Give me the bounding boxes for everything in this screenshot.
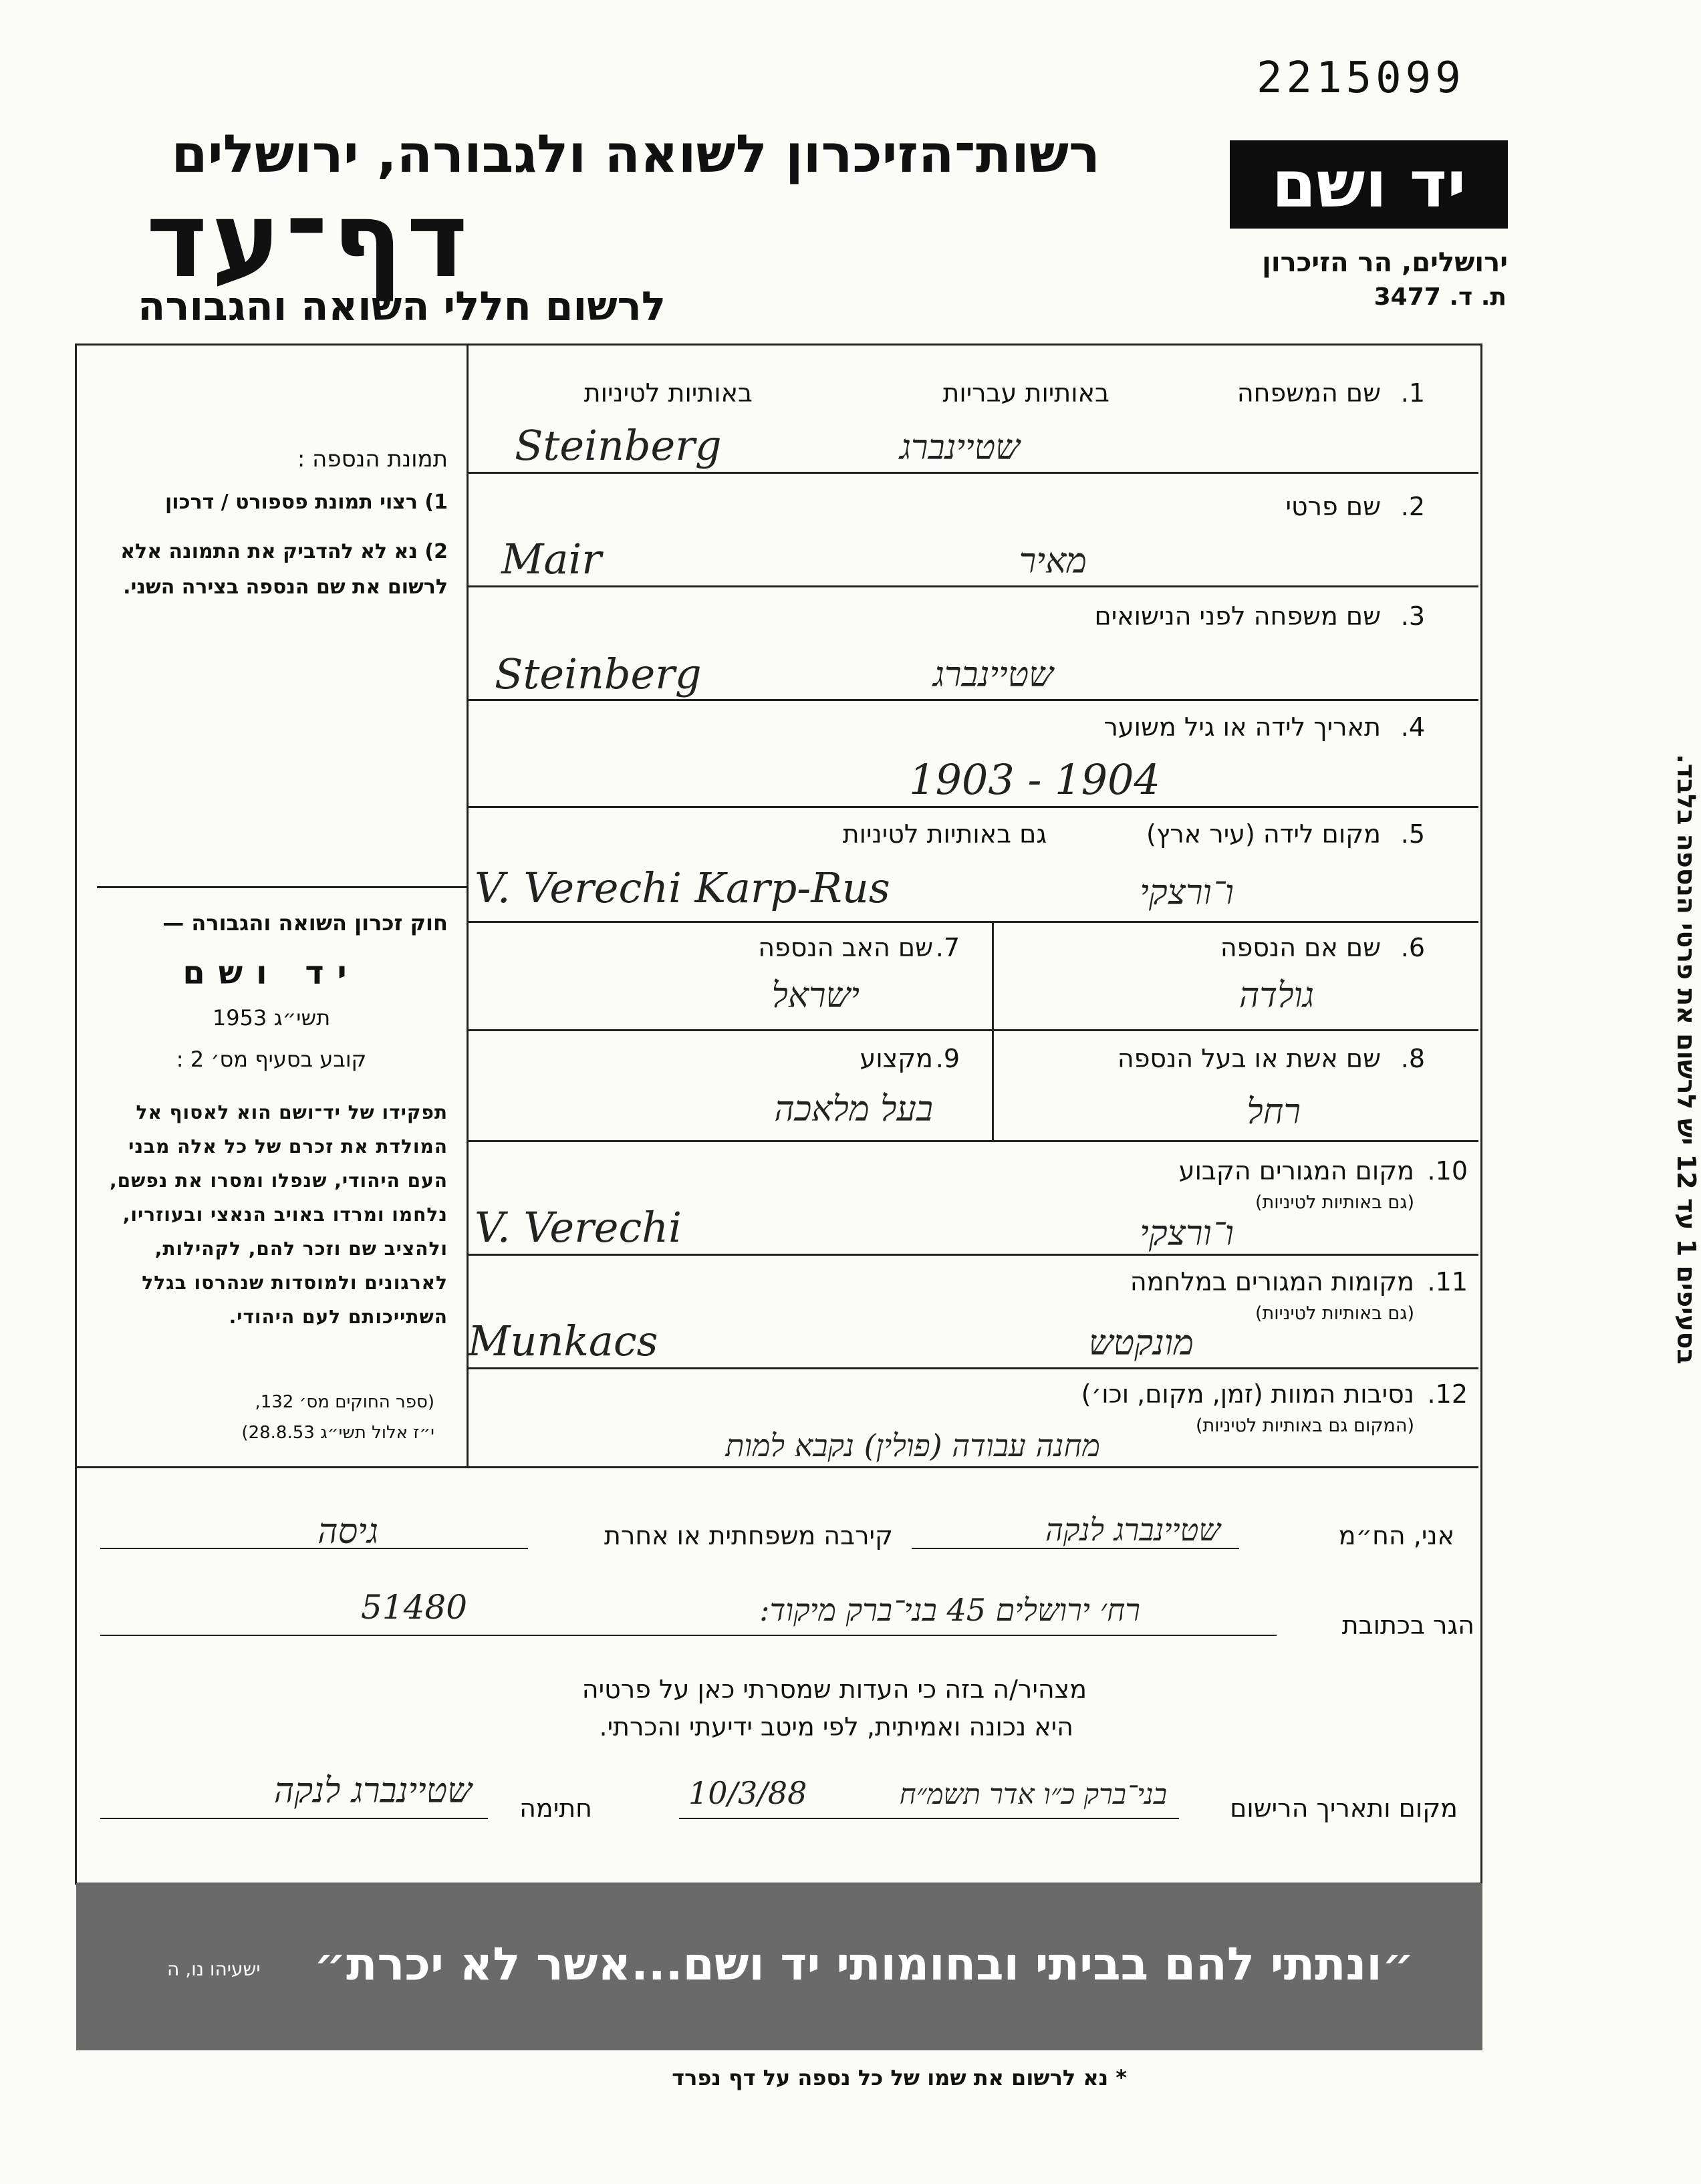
address-zip: 51480 [361,1588,468,1627]
field-5-hebrew: ו־ורצקי [1140,873,1234,913]
row-separator [467,472,1478,474]
row-separator [75,1466,1478,1468]
photo-note-1: 1) רצוי תמונת פספורט / דרכון [164,491,448,514]
field-5-number: 5. [1400,819,1425,849]
field-11-number: 11. [1427,1267,1468,1296]
field-7-value: ישראל [771,976,860,1016]
vertical-note: בסעיפים 1 עד 12 יש לרשום את פרטי הנספה בלבד. [1672,754,1701,1365]
field-8-label: שם אשת או בעל הנספה [1117,1044,1381,1073]
field-6-label: שם אם הנספה [1220,933,1381,962]
law-year-heb: תשי״ג [273,1005,331,1031]
declaration-line-1: מצהיר/ה בזה כי העדות שמסרתי כאן על פרטיה [581,1675,1087,1704]
field-12-sublabel: (המקום גם באותיות לטיניות) [1195,1415,1414,1436]
field-3-hebrew: שטיינברג [932,655,1053,695]
logo-location: ירושלים, הר הזיכרון [1262,247,1508,278]
field-10-hebrew: ו־ורצקי [1140,1214,1234,1254]
registration-date: 10/3/88 [688,1775,807,1811]
field-4-value: 1903 - 1904 [909,755,1160,804]
field-1-number: 1. [1400,378,1425,408]
field-2-number: 2. [1400,492,1425,521]
row-separator [467,1254,1478,1256]
field-1-col-hebrew: באותיות עבריות [942,378,1109,408]
signature-label: חתימה [519,1794,592,1823]
field-1-col-latin: באותיות לטיניות [583,378,753,408]
field-9-label: מקצוע [860,1044,933,1073]
declarant-i-label: אני, הח״מ [1338,1521,1454,1550]
field-8-value: רחל [1247,1092,1301,1132]
field-10-latin: V. Verechi [475,1203,682,1252]
law-clause: קובע בסעיף מס׳ 2 : [176,1047,367,1072]
law-date: י״ז אלול תשי״ג 28.8.53) [241,1423,434,1443]
field-3-label: שם משפחה לפני הנישואים [1094,601,1381,631]
relation-label: קירבה משפחתית או אחרת [604,1521,893,1550]
law-title: חוק זכרון השואה והגבורה — [162,910,448,936]
row-separator [467,1367,1478,1369]
photo-title: תמונת הנספה : [297,446,448,472]
field-3-number: 3. [1400,601,1425,631]
row-separator [467,806,1478,808]
banner-source: ישעיהו נו, ה [167,1958,261,1980]
field-8-number: 8. [1400,1044,1425,1073]
relation-line [100,1548,528,1549]
page-title: דף־עד [146,179,472,301]
field-2-latin: Mair [501,535,602,583]
serial-number: 2215099 [1257,53,1465,103]
place-date-label: מקום ותאריך הרישום [1230,1794,1458,1823]
law-text: תפקידו של יד־ושם הוא לאסוף אל המולדת את זכרם של כל אלה מבני העם היהודי, שנפלו ומסרו את נפשם, נלחמו ומרדו באויב הנאצי ובעוזריו, ולהציב שם וזכר להם, לקהילות, לארגונים ולמוסדות שנהרסו בגלל השתייכותם לעם היהודי. [109,1101,448,1328]
field-9-number: 9. [935,1044,960,1073]
field-5-label: מקום לידה (עיר ארץ) [1146,819,1381,849]
field-2-label: שם פרטי [1285,492,1381,521]
split-divider [992,921,994,1029]
field-2-hebrew: מאיר [1019,541,1087,581]
field-1-hebrew: שטיינברג [899,428,1020,468]
address-value: רח׳ ירושלים 45 בני־ברק מיקוד: [759,1592,1140,1628]
row-separator [467,1029,1478,1031]
banner-quote: ״ונתתי להם בביתי ובחומותי יד ושם...אשר לא יכרת״ [313,1938,1414,1991]
field-4-number: 4. [1400,712,1425,742]
field-6-value: גולדה [1238,976,1314,1016]
field-7-label: שם האב הנספה [758,933,933,962]
law-source: (ספר החוקים מס׳ 132, [255,1392,434,1412]
signature-value: שטיינברג לנקה [273,1771,472,1811]
side-separator [97,886,467,888]
photo-note-2: 2) נא לא להדביק את התמונה אלא לרשום את שם הנספה בצירה השני. [120,540,448,599]
row-separator [467,699,1478,701]
address-label: הגר בכתובת [1341,1611,1474,1640]
row-separator [467,585,1478,587]
field-4-label: תאריך לידה או גיל משוער [1103,712,1381,742]
field-1-latin: Steinberg [515,421,722,470]
declaration-line-2: היא נכונה ואמיתית, לפי מיטב ידיעתי והכרתי. [599,1712,1073,1742]
yad-vashem-logo: יד ושם [1230,140,1508,229]
address-line [100,1635,1277,1636]
field-11-latin: Munkacs [468,1317,658,1365]
field-12-number: 12. [1427,1379,1468,1409]
organization-title: רשות־הזיכרון לשואה ולגבורה, ירושלים [171,124,1100,184]
field-1-label: שם המשפחה [1236,378,1381,408]
field-10-sublabel: (גם באותיות לטיניות) [1255,1192,1414,1213]
field-12-value: מחנה עבודה (פולין) נקבא למות [725,1427,1100,1464]
law-year-num: 1953 [212,1005,267,1031]
field-9-value: בעל מלאכה [774,1089,933,1129]
relation-value: גיסה [317,1512,378,1552]
declarant-name: שטיינברג לנקה [1045,1512,1220,1548]
field-3-latin: Steinberg [495,650,702,698]
field-7-number: 7. [935,933,960,962]
footer-note: * נא לרשום את שמו של כל נספה על דף נפרד [672,2065,1127,2090]
field-5-sublabel: גם באותיות לטיניות [842,819,1047,849]
field-11-sublabel: (גם באותיות לטיניות) [1255,1303,1414,1324]
side-divider [467,344,469,1466]
field-10-number: 10. [1427,1156,1468,1186]
logo-pobox: ת. ד. 3477 [1373,283,1507,311]
place-date-value: בני־ברק כ״ו אדר תשמ״ח [899,1778,1167,1810]
page-subtitle: לרשום חללי השואה והגבורה [138,283,666,330]
signature-line [100,1818,488,1819]
declarant-name-line [912,1548,1239,1549]
field-6-number: 6. [1400,933,1425,962]
field-10-label: מקום המגורים הקבוע [1178,1156,1414,1186]
law-year [95,1005,448,1031]
place-date-line [679,1818,1179,1819]
law-name: יד ושם [182,954,360,992]
field-11-hebrew: מונקטש [1088,1323,1194,1363]
row-separator [467,921,1478,923]
split-divider [992,1029,994,1140]
row-separator [467,1140,1478,1142]
field-12-label: נסיבות המוות (זמן, מקום, וכו׳) [1081,1379,1414,1409]
field-5-latin: V. Verechi Karp-Rus [475,863,890,912]
field-11-label: מקומות המגורים במלחמה [1130,1267,1414,1296]
